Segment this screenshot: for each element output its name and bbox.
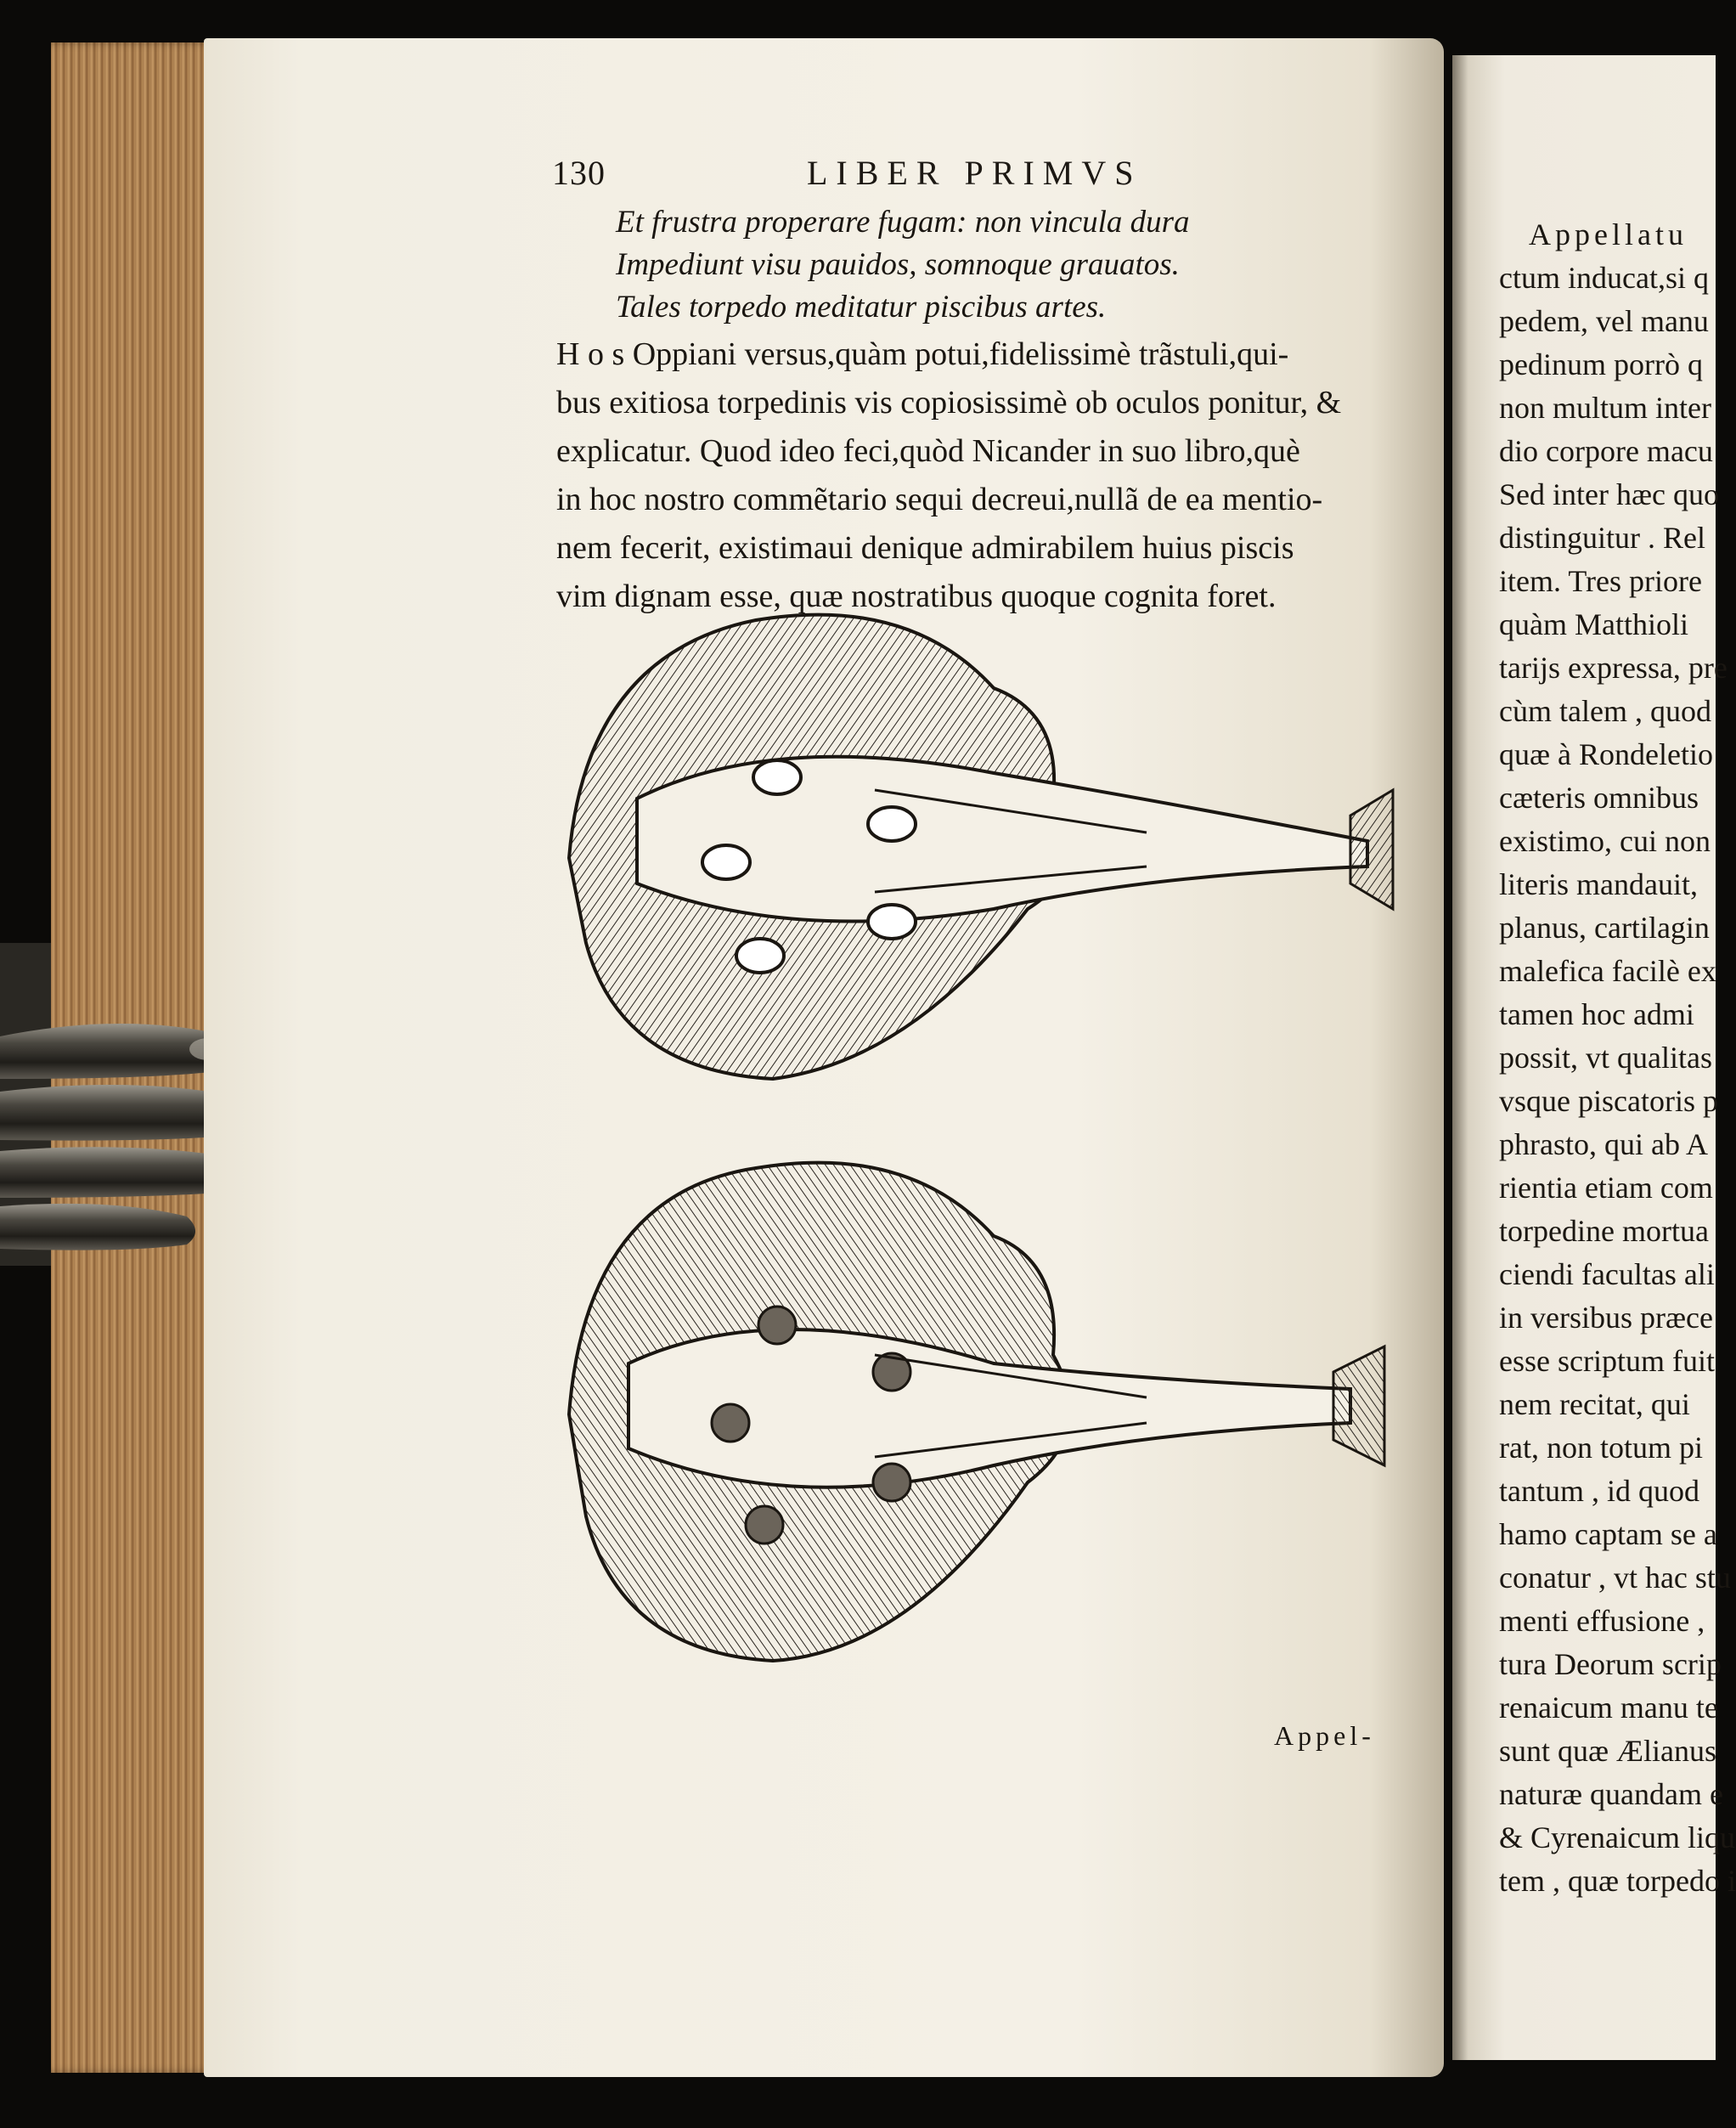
right-page-line: torpedine mortua — [1499, 1214, 1709, 1248]
right-page-line: in versibus præce — [1499, 1301, 1713, 1335]
right-page-line: pedinum porrò q — [1499, 347, 1703, 381]
right-page-line: ctum inducat,si q — [1499, 261, 1709, 295]
body-line: vim dignam esse, quæ nostratibus quoque cognita foret. — [556, 579, 1277, 614]
right-page-line: tarijs expressa, pre — [1499, 651, 1728, 685]
right-page-line: rientia etiam com — [1499, 1171, 1713, 1205]
right-page-line: hamo captam se a — [1499, 1517, 1717, 1551]
right-page-line: Sed inter hæc quo — [1499, 477, 1719, 511]
page-number: 130 — [552, 154, 606, 192]
running-head: LIBER PRIMVS — [807, 154, 1142, 192]
right-page-line: pedem, vel manu — [1499, 304, 1709, 338]
poem-line: Tales torpedo meditatur piscibus artes. — [616, 290, 1107, 325]
right-page-line: nem recitat, qui — [1499, 1387, 1690, 1421]
page-header — [552, 153, 1189, 204]
right-page-line: sunt quæ Ælianus — [1499, 1734, 1717, 1768]
right-page-line: naturæ quandam e — [1499, 1777, 1723, 1811]
right-page-line: & Cyrenaicum liqu — [1499, 1820, 1735, 1854]
right-page-line: dio corpore macu — [1499, 434, 1713, 468]
right-page-line: tantum , id quod — [1499, 1474, 1699, 1508]
body-line: H o s Oppiani versus,quàm potui,fidelissimè trãstuli,qui- — [556, 336, 1289, 372]
right-page-line: tem , quæ torpedo i — [1499, 1864, 1736, 1898]
right-page-line: ciendi facultas ali — [1499, 1257, 1715, 1291]
right-page-line: conatur , vt hac stu — [1499, 1561, 1731, 1595]
right-page-line: quæ à Rondeletio — [1499, 737, 1713, 771]
right-page-line: renaicum manu te — [1499, 1691, 1718, 1724]
right-page-line: tamen hoc admi — [1499, 997, 1694, 1031]
right-page-line: possit, vt qualitas — [1499, 1041, 1712, 1075]
catchword: Appel- — [1274, 1720, 1375, 1751]
body-line: nem fecerit, existimaui denique admirabilem huius piscis — [556, 530, 1294, 566]
right-page-line: item. Tres priore — [1499, 564, 1702, 598]
right-page-line: existimo, cui non — [1499, 824, 1711, 858]
right-page-line: phrasto, qui ab A — [1499, 1127, 1708, 1161]
poem-line: Et frustra properare fugam: non vincula dura — [616, 205, 1190, 240]
right-page-line: cæteris omnibus — [1499, 781, 1699, 815]
body-line: in hoc nostro commẽtario sequi decreui,nullã de ea mentio- — [556, 482, 1323, 517]
right-page-line: rat, non totum pi — [1499, 1431, 1703, 1465]
right-page-line: Appellatu — [1529, 217, 1688, 251]
right-page-line: vsque piscatoris p — [1499, 1084, 1718, 1118]
right-page-line: planus, cartilagin — [1499, 911, 1710, 945]
right-page-line: quàm Matthioli — [1499, 607, 1688, 641]
torpedo-illustration-bottom — [552, 1143, 1384, 1669]
right-page-line: menti effusione , — [1499, 1604, 1705, 1638]
right-page — [1452, 55, 1736, 2060]
right-page-line: non multum inter — [1499, 391, 1711, 425]
right-page-line: distinguitur . Rel — [1499, 521, 1705, 555]
right-page-line: cùm talem , quod — [1499, 694, 1711, 728]
right-page-line: tura Deorum scrip — [1499, 1647, 1722, 1681]
body-line: explicatur. Quod ideo feci,quòd Nicander in suo libro,què — [556, 433, 1300, 469]
poem-line: Impediunt visu pauidos, somnoque grauatos. — [616, 247, 1180, 282]
right-page-line: malefica facilè ex — [1499, 954, 1716, 988]
right-page-line: esse scriptum fuit — [1499, 1344, 1715, 1378]
right-page-line: literis mandauit, — [1499, 867, 1698, 901]
torpedo-illustration-top — [552, 586, 1384, 1087]
body-line: bus exitiosa torpedinis vis copiosissimè ob oculos ponitur, & — [556, 385, 1342, 421]
